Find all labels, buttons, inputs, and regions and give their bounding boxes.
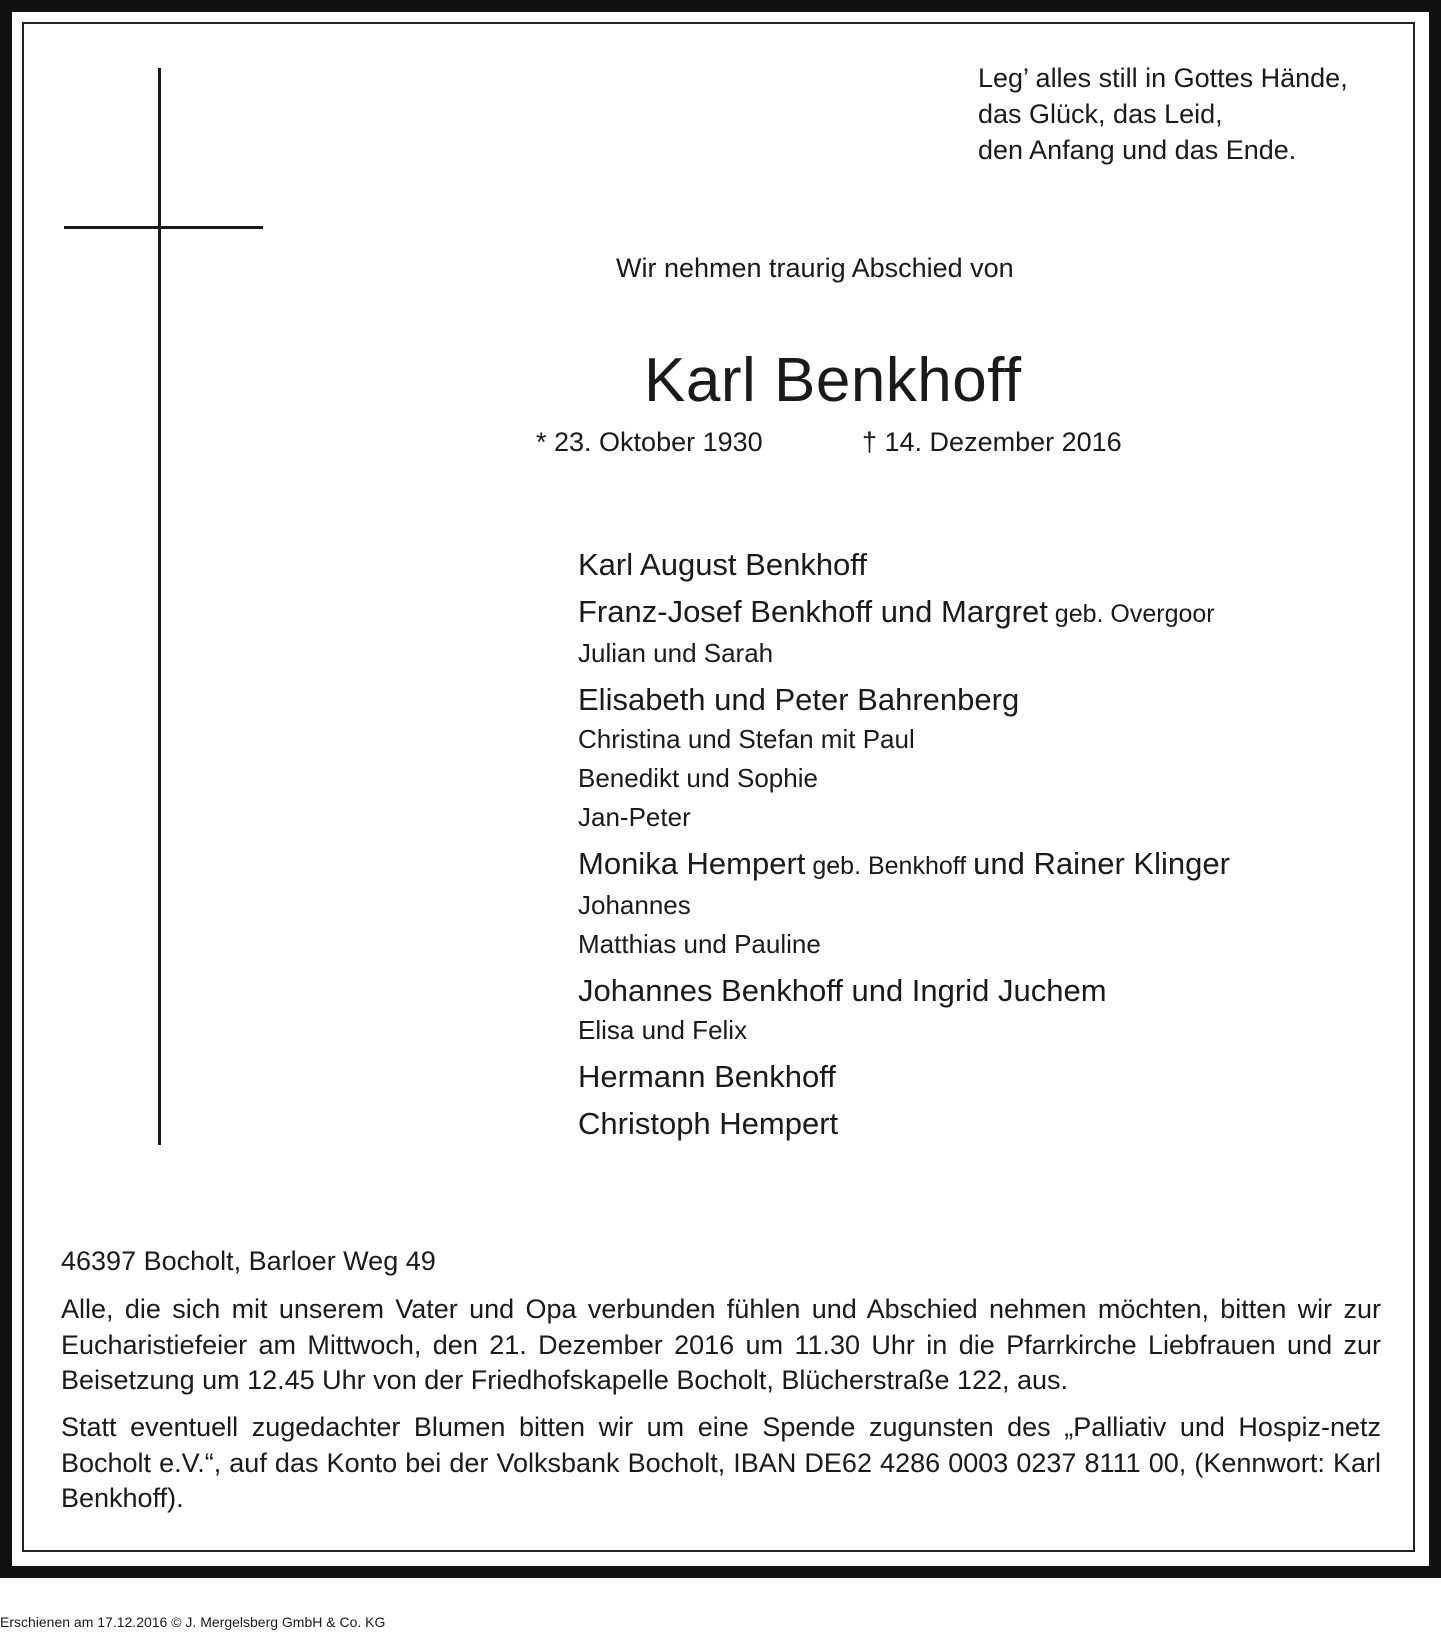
family-member-sub: Elisa und Felix	[578, 1015, 748, 1045]
service-paragraph: Alle, die sich mit unserem Vater und Opa verbunden fühlen und Abschied nehmen möchten, bitten wir zur Eucharistiefeier am Mittwoch, den 21. Dezember 2016 um 11.30 Uhr in die Pfarrkirche Liebfrauen und zur Beisetzung um 12.45 Uhr von der Friedhofskapelle Bocholt, Blücherstraße 122, aus.	[61, 1294, 1381, 1395]
deceased-name: Karl Benkhoff	[644, 346, 1022, 415]
poem-line: Leg’ alles still in Gottes Hände,	[978, 63, 1348, 93]
family-member-sub: Christina und Stefan mit Paul	[578, 724, 915, 754]
family-member-sub: Jan-Peter	[578, 802, 691, 832]
family-member-main: Johannes Benkhoff und Ingrid Juchem	[578, 973, 1107, 1008]
family-member-main	[578, 844, 1398, 886]
address: 46397 Bocholt, Barloer Weg 49	[61, 1246, 436, 1276]
family-member-sub: Julian und Sarah	[578, 638, 774, 668]
publication-footer: Erschienen am 17.12.2016 © J. Mergelsberg GmbH & Co. KG	[0, 1614, 386, 1630]
poem-line: den Anfang und das Ende.	[978, 135, 1297, 165]
family-member-sub: Benedikt und Sophie	[578, 763, 818, 793]
intro-text: Wir nehmen traurig Abschied von	[616, 253, 1014, 283]
family-member-geb: geb. Benkhoff	[805, 852, 974, 880]
family-list	[578, 545, 1398, 1144]
family-member-sub: Johannes	[578, 890, 691, 920]
family-member-main: Karl August Benkhoff	[578, 547, 867, 582]
family-member-main: Hermann Benkhoff	[578, 1059, 836, 1094]
donation-paragraph: Statt eventuell zugedachter Blumen bitten wir um eine Spende zugunsten des „Palliativ und Hospiz-netz Bocholt e.V.“, auf das Konto bei der Volksbank Bocholt, IBAN DE62 4286 0003 0237 8111 00, (Kennwort: Karl Benkhoff).	[61, 1412, 1381, 1513]
family-member-text: Overgoor	[1110, 600, 1215, 628]
family-member-main: Elisabeth und Peter Bahrenberg	[578, 682, 1020, 717]
death-date: † 14. Dezember 2016	[862, 427, 1122, 457]
cross-icon-horizontal	[64, 226, 263, 229]
poem-line: das Glück, das Leid,	[978, 99, 1223, 129]
family-member-text: Monika Hempert	[578, 846, 806, 881]
poem	[978, 60, 1418, 168]
family-member-main	[578, 592, 1398, 634]
birth-date: * 23. Oktober 1930	[536, 427, 763, 457]
family-member-sub: Matthias und Pauline	[578, 929, 821, 959]
cross-icon-vertical	[158, 68, 161, 1145]
family-member-text: und Rainer Klinger	[973, 846, 1230, 881]
family-member-main: Christoph Hempert	[578, 1106, 839, 1141]
family-member-geb: geb.	[1047, 600, 1111, 628]
family-member-text: Franz-Josef Benkhoff und Margret	[578, 594, 1048, 629]
